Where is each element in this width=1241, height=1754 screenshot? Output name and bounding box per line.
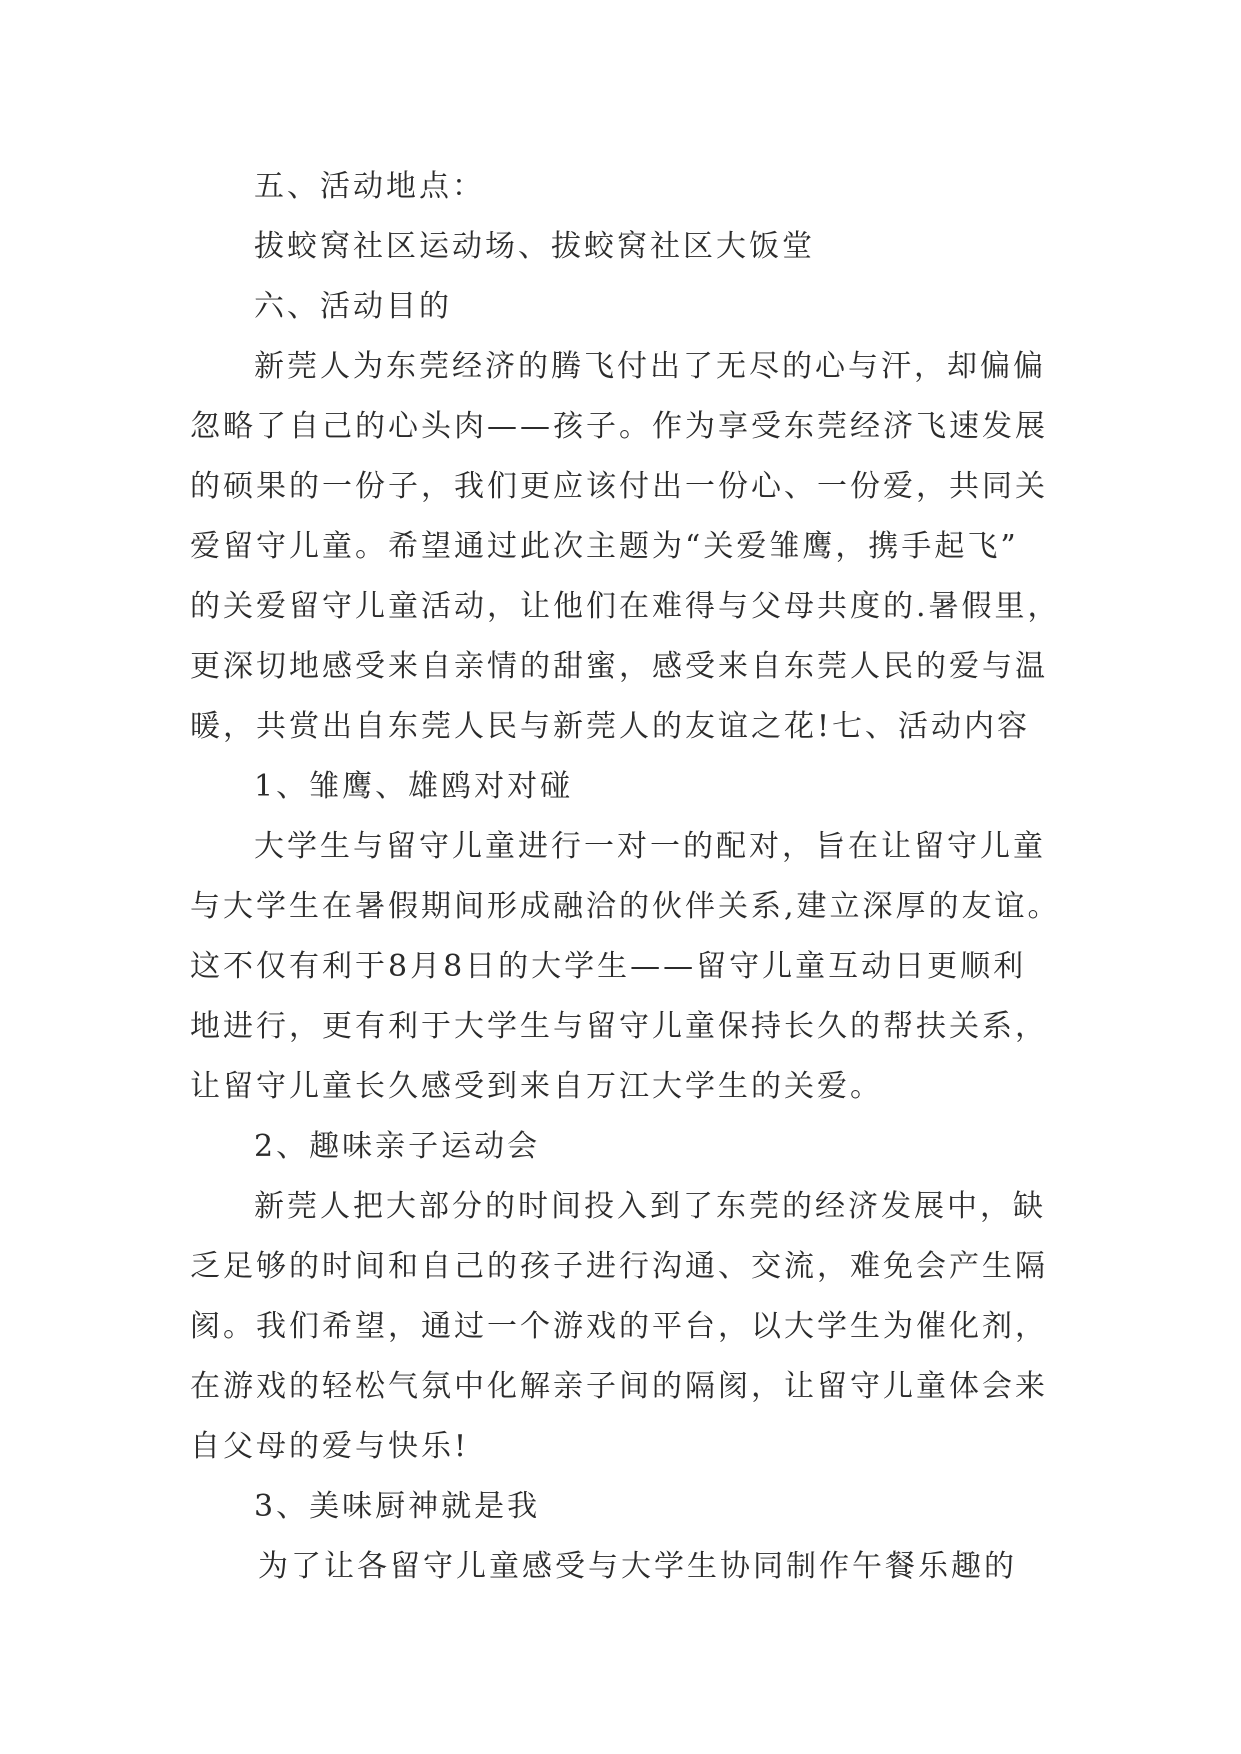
paragraph-line: 的关爱留守儿童活动，让他们在难得与父母共度的.暑假里， — [190, 589, 1061, 624]
paragraph-line: 乏足够的时间和自己的孩子进行沟通、交流，难免会产生隔 — [190, 1249, 1048, 1284]
paragraph-line: 更深切地感受来自亲情的甜蜜，感受来自东莞人民的爱与温 — [190, 649, 1048, 684]
subheading-activity-2: 2、趣味亲子运动会 — [254, 1129, 541, 1164]
paragraph-line: 地进行，更有利于大学生与留守儿童保持长久的帮扶关系， — [190, 1009, 1048, 1044]
paragraph-line: 这不仅有利于8月8日的大学生——留守儿童互动日更顺利 — [190, 949, 1027, 984]
paragraph-line: 的硕果的一份子，我们更应该付出一份心、一份爱，共同关 — [190, 469, 1048, 504]
paragraph-line: 爱留守儿童。希望通过此次主题为“关爱雏鹰，携手起飞” — [190, 529, 1019, 564]
paragraph-line: 阂。我们希望，通过一个游戏的平台，以大学生为催化剂， — [190, 1309, 1048, 1344]
section-heading-purpose: 六、活动目的 — [254, 289, 452, 324]
paragraph-line: 大学生与留守儿童进行一对一的配对，旨在让留守儿童 — [254, 829, 1046, 864]
location-text: 拔蛟窝社区运动场、拔蛟窝社区大饭堂 — [254, 229, 815, 264]
subheading-activity-1: 1、雏鹰、雄鸥对对碰 — [254, 769, 574, 804]
section-heading-location: 五、活动地点： — [254, 169, 485, 204]
paragraph-line: 自父母的爱与快乐! — [190, 1429, 470, 1464]
paragraph-line: 为了让各留守儿童感受与大学生协同制作午餐乐趣的 — [258, 1549, 1017, 1584]
paragraph-line: 暖，共赏出自东莞人民与新莞人的友谊之花!七、活动内容 — [190, 709, 1031, 744]
paragraph-line: 在游戏的轻松气氛中化解亲子间的隔阂，让留守儿童体会来 — [190, 1369, 1048, 1404]
paragraph-line: 与大学生在暑假期间形成融洽的伙伴关系,建立深厚的友谊。 — [190, 889, 1061, 924]
paragraph-line: 新莞人把大部分的时间投入到了东莞的经济发展中，缺 — [254, 1189, 1046, 1224]
paragraph-line: 让留守儿童长久感受到来自万江大学生的关爱。 — [190, 1069, 883, 1104]
subheading-activity-3: 3、美味厨神就是我 — [254, 1489, 541, 1524]
paragraph-line: 忽略了自己的心头肉——孩子。作为享受东莞经济飞速发展 — [190, 409, 1048, 444]
paragraph-line: 新莞人为东莞经济的腾飞付出了无尽的心与汗，却偏偏 — [254, 349, 1046, 384]
